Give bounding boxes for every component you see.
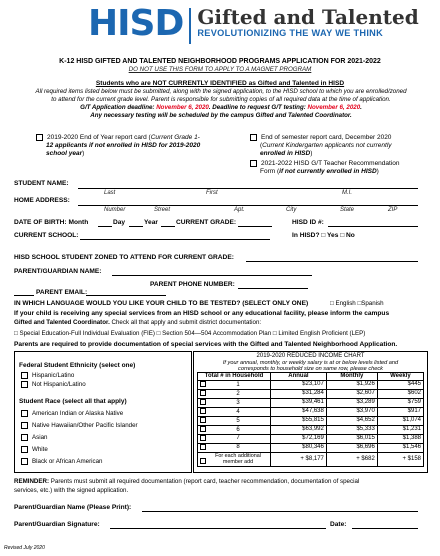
income-row[interactable] — [198, 452, 424, 466]
home-address-field[interactable] — [78, 205, 418, 206]
student-name-label: STUDENT NAME: — [14, 180, 69, 187]
income-checkbox[interactable] — [200, 417, 206, 423]
language-options[interactable]: □ English □Spanish — [330, 300, 384, 307]
monthly-value: $6,015 — [326, 434, 377, 443]
checkbox[interactable] — [250, 134, 257, 141]
income-chart — [193, 351, 428, 473]
household-size: For each additional member add — [198, 452, 271, 466]
monthly-value: $6,696 — [326, 443, 377, 452]
annual-value: $47,638 — [271, 407, 327, 416]
magnet-warning: DO NOT USE THIS FORM TO APPLY TO A MAGNET PROGRAM — [128, 66, 312, 73]
weekly-value: $759 — [377, 398, 423, 407]
reminder-line1: REMINDER: Parents must submit all required documentation (report card, teacher recommendation, documentation of special — [14, 478, 360, 485]
annual-value: $63,992 — [271, 425, 327, 434]
dob-year-label: Year — [144, 219, 158, 226]
col-household: Total # in Household — [198, 373, 271, 381]
date-label: Date: — [330, 521, 347, 528]
income-checkbox[interactable] — [200, 435, 206, 441]
hisd-id-label: HISD ID #: — [292, 219, 324, 226]
monthly-value: $2,607 — [326, 389, 377, 398]
current-school-field[interactable] — [80, 239, 270, 240]
special-services-line2: Gifted and Talented Coordinator. Check all that apply and submit district documentation: — [14, 319, 262, 326]
signature-field[interactable] — [110, 528, 326, 529]
parent-phone-field[interactable] — [238, 288, 308, 289]
income-chart-title: 2019-2020 REDUCED INCOME CHART — [256, 353, 365, 359]
race-option[interactable]: White — [21, 446, 48, 453]
home-address-label: HOME ADDRESS: — [14, 197, 70, 204]
household-size: 4 — [198, 407, 271, 416]
income-row[interactable] — [198, 416, 424, 425]
income-checkbox[interactable] — [200, 408, 206, 414]
parent-email-field[interactable] — [86, 295, 166, 296]
testing-deadline: November 6, 2020 — [307, 104, 361, 111]
household-size: 6 — [198, 425, 271, 434]
weekly-value: $917 — [377, 407, 423, 416]
income-row[interactable] — [198, 398, 424, 407]
hisd-gt-logo — [88, 3, 419, 48]
parent-name-label: PARENT/GUARDIAN NAME: — [14, 268, 102, 275]
household-size: 8 — [198, 443, 271, 452]
grade-label: CURRENT GRADE: — [176, 219, 237, 226]
state-hint: State — [340, 207, 355, 213]
weekly-value: $1,546 — [377, 443, 423, 452]
weekly-value: $602 — [377, 389, 423, 398]
testing-note: Any necessary testing will be scheduled by the campus Gifted and Talented Coordinator. — [90, 112, 352, 119]
print-name-field[interactable] — [142, 511, 418, 512]
annual-value: $55,815 — [271, 416, 327, 425]
annual-value: $39,461 — [271, 398, 327, 407]
checklist-teacher-rec: 2021-2022 HISD G/T Teacher Recommendation Form (if not currently enrolled in HISD) — [250, 160, 430, 176]
parents-required-note: Parents are required to provide documentation of special services with the Gifted and Talented Neighborhood Application. — [14, 341, 398, 348]
hisd-id-field[interactable] — [328, 226, 418, 227]
monthly-value: $4,652 — [326, 416, 377, 425]
form-title: K-12 HISD GIFTED AND TALENTED NEIGHBORHOOD PROGRAMS APPLICATION FOR 2021-2022 — [59, 58, 381, 65]
income-checkbox[interactable] — [200, 381, 206, 387]
special-services-line1: If your child is receiving any special services from an HISD school or any educational facility, please inform the campus — [14, 310, 390, 317]
household-size: 1 — [198, 381, 271, 390]
checkbox[interactable] — [36, 134, 43, 141]
ethnicity-heading: Federal Student Ethnicity (select one) — [19, 362, 136, 369]
race-option[interactable]: Native Hawaiian/Other Pacific Islander — [21, 422, 138, 429]
race-option[interactable]: Black or African American — [21, 458, 103, 465]
race-heading: Student Race (select all that apply) — [19, 398, 127, 405]
income-table — [197, 372, 424, 467]
student-name-field[interactable] — [78, 188, 418, 189]
annual-value: + $8,177 — [271, 452, 327, 466]
zoned-school-label: HISD SCHOOL STUDENT ZONED TO ATTEND FOR CURRENT GRADE: — [14, 254, 234, 261]
col-monthly: Monthly — [326, 373, 377, 381]
parent-email-prefix-line — [14, 295, 34, 296]
logo-divider — [189, 8, 191, 44]
deadline-line: G/T Application deadline: November 6, 2020. Deadline to request G/T testing: November 6, 2020. — [80, 104, 362, 111]
monthly-value: + $682 — [326, 452, 377, 466]
weekly-value: $1,231 — [377, 425, 423, 434]
logo-title: Gifted and Talented — [197, 5, 419, 29]
monthly-value: $3,970 — [326, 407, 377, 416]
first-hint: First — [206, 190, 218, 196]
mi-hint: M.I. — [342, 190, 352, 196]
language-question: IN WHICH LANGUAGE WOULD YOU LIKE YOUR CHILD TO BE TESTED? (SELECT ONLY ONE) — [14, 300, 309, 307]
parent-phone-label: PARENT PHONE NUMBER: — [150, 281, 235, 288]
grade-field[interactable] — [238, 226, 272, 227]
household-size: 5 — [198, 416, 271, 425]
income-row[interactable] — [198, 389, 424, 398]
annual-value: $80,346 — [271, 443, 327, 452]
parent-name-field[interactable] — [112, 275, 312, 276]
instructions-line2: to attend for the current grade level. Parent is responsible for submitting copies of all required data at the time of application. — [51, 96, 391, 103]
instructions-line1: All required items listed below must be submitted, along with the signed application, to the HISD school to which you are enrolled/zoned — [35, 88, 407, 95]
ethnicity-box — [14, 351, 192, 473]
number-hint: Number — [104, 207, 126, 213]
current-school-label: CURRENT SCHOOL: — [14, 232, 79, 239]
print-name-label: Parent/Guardian Name (Please Print): — [14, 504, 132, 511]
weekly-value: + $158 — [377, 452, 423, 466]
annual-value: $23,107 — [271, 381, 327, 390]
household-size: 2 — [198, 389, 271, 398]
dob-label: DATE OF BIRTH: Month — [14, 219, 89, 226]
ethnicity-option[interactable]: Hispanic/Latino — [21, 372, 74, 379]
hisd-logo-text: HISD — [88, 3, 184, 44]
income-checkbox[interactable] — [200, 444, 206, 450]
last-hint: Last — [104, 190, 116, 196]
income-row[interactable] — [198, 425, 424, 434]
application-deadline: November 6, 2020 — [156, 104, 209, 111]
income-checkbox[interactable] — [200, 399, 206, 405]
income-row[interactable] — [198, 434, 424, 443]
revision-note: Revised July 2020 — [4, 545, 45, 551]
city-hint: City — [286, 207, 297, 213]
household-size: 7 — [198, 434, 271, 443]
logo-tagline: REVOLUTIONIZING THE WAY WE THINK — [197, 28, 384, 38]
weekly-value: $445 — [377, 381, 423, 390]
date-field[interactable] — [352, 528, 418, 529]
dob-day-field[interactable] — [129, 226, 143, 227]
income-checkbox[interactable] — [200, 390, 206, 396]
weekly-value: $1,074 — [377, 416, 423, 425]
income-checkbox[interactable] — [200, 458, 206, 464]
income-note-1: If your annual, monthly, or weekly salary is at or below levels listed and — [222, 360, 399, 366]
monthly-value: $5,333 — [326, 425, 377, 434]
income-row[interactable] — [198, 443, 424, 452]
in-hisd-label[interactable]: In HISD? □ Yes □ No — [292, 232, 355, 239]
annual-value: $31,284 — [271, 389, 327, 398]
checklist-report-card: 2019-2020 End of Year report card (Current Grade 1- 12 applicants if not enrolled in HISD for 2019-2020 school year) — [36, 134, 216, 158]
monthly-value: $3,289 — [326, 398, 377, 407]
monthly-value: $1,926 — [326, 381, 377, 390]
household-size: 3 — [198, 398, 271, 407]
col-weekly: Weekly — [377, 373, 423, 381]
income-row[interactable] — [198, 407, 424, 416]
col-annual: Annual — [271, 373, 327, 381]
checkbox[interactable] — [250, 160, 257, 167]
dob-month-field[interactable] — [98, 226, 112, 227]
ethnicity-option[interactable]: Not Hispanic/Latino — [21, 381, 86, 388]
zip-hint: ZIP — [388, 207, 398, 213]
special-services-options[interactable]: □ Special Education-Full Individual Evaluation (FIE) □ Section 504—504 Accommodation Plan □ Limited English Proficient (LEP) — [14, 330, 366, 337]
income-note-2: corresponds to household size on same row, please check — [238, 366, 383, 372]
reminder-line2: services, etc.) with the signed application. — [14, 487, 129, 494]
dob-day-label: Day — [113, 219, 126, 226]
signature-label: Parent/Guardian Signature: — [14, 521, 100, 528]
apt-hint: Apt. — [234, 207, 245, 213]
income-row[interactable] — [198, 381, 424, 390]
race-option[interactable]: American Indian or Alaska Native — [21, 410, 123, 417]
checklist-semester-card: End of semester report card, December 2020 (Current Kindergarten applicants not currently enrolled in HISD) — [250, 134, 430, 158]
students-heading: Students who are NOT CURRENTLY IDENTIFIED as Gifted and Talented in HISD — [95, 80, 345, 87]
dob-year-field[interactable] — [161, 226, 175, 227]
income-checkbox[interactable] — [200, 426, 206, 432]
race-option[interactable]: Asian — [21, 434, 47, 441]
zoned-school-field[interactable] — [246, 261, 418, 262]
parent-email-label: PARENT EMAIL: — [36, 289, 88, 296]
street-hint: Street — [154, 207, 171, 213]
annual-value: $72,169 — [271, 434, 327, 443]
weekly-value: $1,388 — [377, 434, 423, 443]
